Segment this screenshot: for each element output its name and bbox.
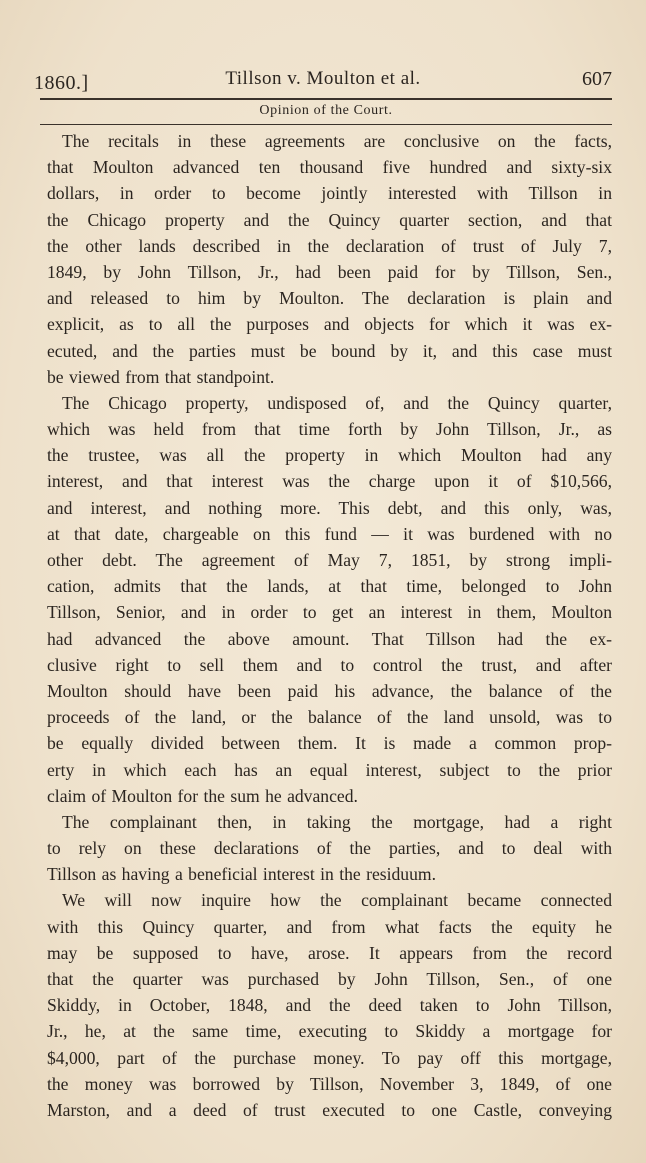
text-line: We will now inquire how the complainant became connected [62,890,612,911]
text-line: had advanced the above amount. That Tillson had the ex- [47,628,612,649]
text-line: 1849, by John Tillson, Jr., had been paid for by Tillson, Sen., [47,261,612,282]
text-line: that Moulton advanced ten thousand five hundred and sixty-six [47,157,612,178]
text-line: and interest, and nothing more. This debt, and this only, was, [47,497,612,518]
page-number: 607 [582,68,612,90]
text-line: Skiddy, in October, 1848, and the deed taken to John Tillson, [47,995,612,1016]
text-line: may be supposed to have, arose. It appears from the record [47,942,612,963]
header-rule-bottom [40,124,612,125]
text-line: Marston, and a deed of trust executed to one Castle, conveying [47,1099,612,1120]
text-line: cation, admits that the lands, at that time, belonged to John [47,576,612,597]
paragraph [47,887,612,1123]
paragraph [47,128,612,390]
text-line: the trustee, was all the property in which Moulton had any [47,445,612,466]
header-rule-top [40,98,612,100]
text-line: proceeds of the land, or the balance of the land unsold, was to [47,707,612,728]
text-line: claim of Moulton for the sum he advanced. [47,785,358,806]
text-line: with this Quincy quarter, and from what facts the equity he [47,916,612,937]
text-line: $4,000, part of the purchase money. To pay off this mortgage, [47,1047,612,1068]
text-line: which was held from that time forth by John Tillson, Jr., as [47,419,612,440]
running-head-year: 1860.] [34,72,89,94]
text-line: Tillson as having a beneficial interest in the residuum. [47,864,436,885]
text-line: the money was borrowed by Tillson, November 3, 1849, of one [47,1073,612,1094]
text-line: the other lands described in the declaration of trust of July 7, [47,235,612,256]
text-line: The complainant then, in taking the mortgage, had a right [62,811,612,832]
text-line: other debt. The agreement of May 7, 1851, by strong impli- [47,550,612,570]
text-line: that the quarter was purchased by John Tillson, Sen., of one [47,969,612,989]
text-line: explicit, as to all the purposes and objects for which it was ex- [47,314,612,335]
text-line: clusive right to sell them and to control the trust, and after [47,654,612,675]
text-line: The Chicago property, undisposed of, and the Quincy quarter, [62,392,612,413]
running-head-case-title: Tillson v. Moulton et al. [225,68,421,89]
text-line: Tillson, Senior, and in order to get an interest in them, Moulton [47,602,612,623]
paragraph [47,390,612,809]
running-head [34,66,612,96]
text-line: Jr., he, at the same time, executing to Skiddy a mortgage for [47,1021,612,1042]
text-line: dollars, in order to become jointly interested with Tillson in [47,183,612,204]
text-line: be equally divided between them. It is made a common prop- [47,733,612,754]
text-line: interest, and that interest was the charge upon it of $10,566, [47,471,612,492]
text-line: ecuted, and the parties must be bound by it, and this case must [47,340,612,361]
paragraph [47,809,612,888]
text-line: the Chicago property and the Quincy quarter section, and that [47,209,612,230]
text-line: The recitals in these agreements are conclusive on the facts, [62,131,612,151]
text-line: be viewed from that standpoint. [47,366,275,387]
text-line: to rely on these declarations of the parties, and to deal with [47,838,612,859]
text-line: Moulton should have been paid his advance, the balance of the [47,680,612,701]
text-line: at that date, chargeable on this fund — it was burdened with no [47,523,612,544]
opinion-text [47,128,612,1123]
section-heading: Opinion of the Court. [259,103,393,118]
text-line: and released to him by Moulton. The declaration is plain and [47,288,612,309]
text-line: erty in which each has an equal interest, subject to the prior [47,759,612,780]
